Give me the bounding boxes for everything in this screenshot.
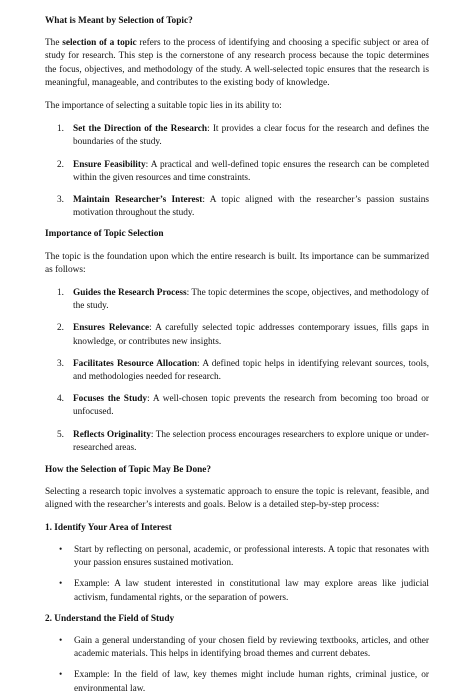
bullet-item <box>45 544 429 570</box>
selection-process-intro: Selecting a research topic involves a systematic approach to ensure the topic is relevant, feasible, and aligned with the researcher’s interests and goals. Below is a detailed step-by-step process: <box>45 487 429 511</box>
importance-list <box>45 123 429 220</box>
bullet-icon: • <box>59 579 63 590</box>
bullet-text: Example: A law student interested in constitutional law may explore areas like judicial activism, fundamental rights, or the separation of powers. <box>74 579 429 603</box>
step-2-bullets <box>45 635 429 696</box>
section-heading-what-is-topic-selection: What is Meant by Selection of Topic? <box>45 16 193 26</box>
list-item-title: Set the Direction of the Research <box>73 124 208 135</box>
list-item-text: : The topic determines the scope, objectives, and methodology of the study. <box>73 288 430 312</box>
step-1-bullets <box>45 544 429 605</box>
list-item-title: Ensure Feasibility <box>73 159 146 170</box>
list-item-title: Facilitates Resource Allocation <box>73 358 198 369</box>
step-heading-understand-field: 2. Understand the Field of Study <box>45 613 175 624</box>
bullet-item <box>45 578 429 604</box>
list-number: 3. <box>57 358 64 369</box>
list-item-text: : A defined topic helps in identifying relevant sources, tools, and methodologies needed for research. <box>73 358 430 383</box>
list-item-text: : A carefully selected topic addresses contemporary issues, fills gaps in knowledge, or contributes new insights. <box>73 323 429 347</box>
list-number: 1. <box>57 124 64 135</box>
bullet-icon: • <box>59 670 63 681</box>
importance-of-topic-list <box>45 287 429 455</box>
intro-bold-term: selection of a topic <box>62 38 137 49</box>
list-item <box>45 123 429 149</box>
list-item <box>45 194 429 220</box>
intro-text-rest: refers to the process of identifying and choosing a specific subject or area of study for research. This step is the cornerstone of any research process because the topic determines the focus, objectives, and methodology of the study. A well-selected topic ensures that the research is meaningful, manageable, and contributes to the existing body of knowledge. <box>45 38 429 88</box>
bullet-text: Gain a general understanding of your chosen field by reviewing textbooks, articles, and other academic materials. This helps in identifying broad themes and current debates. <box>74 635 429 660</box>
list-item <box>45 287 429 313</box>
list-item-text: : A practical and well-defined topic ensures the research can be completed within the given resources and time constraints. <box>73 159 430 183</box>
section-heading-importance: Importance of Topic Selection <box>45 229 164 240</box>
list-number: 3. <box>57 195 64 206</box>
list-item-text: : The selection process encourages researchers to explore unique or under-researched areas. <box>73 429 429 453</box>
list-item-text: : A topic aligned with the researcher’s passion sustains motivation throughout the study. <box>73 195 429 219</box>
bullet-icon: • <box>59 635 63 646</box>
list-item-text: : It provides a clear focus for the research and defines the boundaries of the study. <box>73 124 429 148</box>
list-item <box>45 159 429 185</box>
bullet-text: Start by reflecting on personal, academic, or professional interests. A topic that resonates with your passion ensures sustained motivation. <box>74 544 429 569</box>
bullet-text: Example: In the field of law, key themes might include human rights, criminal justice, or environmental law. <box>74 670 429 694</box>
list-item-title: Maintain Researcher’s Interest <box>73 195 203 206</box>
intro-paragraph <box>45 37 429 90</box>
importance-intro-paragraph: The topic is the foundation upon which the entire research is built. Its importance can be summarized as follows: <box>45 251 429 275</box>
list-number: 2. <box>57 159 64 170</box>
bullet-item <box>45 669 429 695</box>
list-number: 2. <box>57 323 64 334</box>
list-item <box>45 393 429 419</box>
intro-text-start: The <box>45 38 63 49</box>
list-item <box>45 429 429 455</box>
list-item-title: Reflects Originality <box>73 429 151 440</box>
list-number: 1. <box>57 288 64 299</box>
list-item-title: Guides the Research Process <box>73 288 187 299</box>
step-heading-identify-interest: 1. Identify Your Area of Interest <box>45 522 172 533</box>
section-heading-how-to-select: How the Selection of Topic May Be Done? <box>45 465 212 476</box>
list-item-title: Focuses the Study <box>73 394 148 405</box>
list-item-text: : A well-chosen topic prevents the research from becoming too broad or unfocused. <box>73 394 429 418</box>
bullet-item <box>45 635 429 661</box>
bullet-icon: • <box>59 544 63 555</box>
list-number: 4. <box>57 394 64 405</box>
list-number: 5. <box>57 429 64 440</box>
importance-lead-paragraph: The importance of selecting a suitable topic lies in its ability to: <box>45 101 282 112</box>
list-item-title: Ensures Relevance <box>73 323 150 334</box>
list-item <box>45 322 429 348</box>
list-item <box>45 358 429 384</box>
